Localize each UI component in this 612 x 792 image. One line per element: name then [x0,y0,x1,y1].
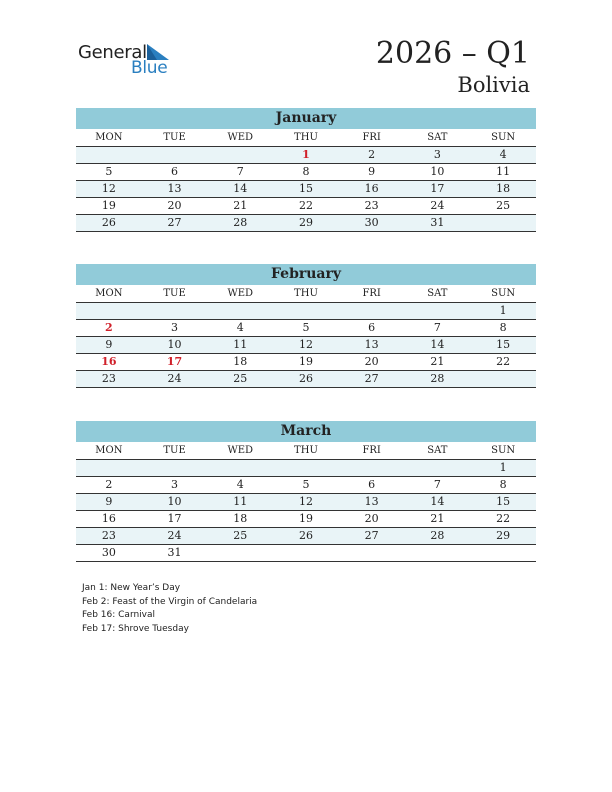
empty-day-cell [273,303,339,320]
day-cell: 10 [142,337,208,354]
day-cell: 26 [76,215,142,232]
day-cell: 22 [470,511,536,528]
empty-day-cell [76,460,142,477]
day-cell: 19 [76,198,142,215]
day-cell: 19 [273,511,339,528]
day-cell: 23 [339,198,405,215]
day-cell: 20 [142,198,208,215]
day-cell: 3 [405,147,471,164]
weekday-header: MON [76,285,142,303]
weekday-header: THU [273,285,339,303]
empty-day-cell [142,147,208,164]
day-cell: 5 [273,477,339,494]
day-cell: 15 [470,337,536,354]
weekday-header: FRI [339,129,405,147]
week-row [76,371,536,388]
week-row [76,528,536,545]
day-cell: 26 [273,371,339,388]
logo-text-general: General [78,42,147,63]
week-row [76,337,536,354]
day-cell: 22 [273,198,339,215]
day-cell: 9 [339,164,405,181]
day-cell: 4 [207,477,273,494]
day-cell: 7 [405,477,471,494]
empty-day-cell [339,303,405,320]
weekday-header: THU [273,442,339,460]
empty-day-cell [76,147,142,164]
day-cell: 24 [405,198,471,215]
day-cell: 27 [339,371,405,388]
day-cell: 11 [470,164,536,181]
day-cell: 23 [76,371,142,388]
month-calendar-march [76,421,536,562]
week-row [76,494,536,511]
month-grid [76,442,536,562]
day-cell: 26 [273,528,339,545]
day-cell: 14 [207,181,273,198]
weekday-header: SAT [405,285,471,303]
weekday-header: THU [273,129,339,147]
day-cell: 16 [76,354,142,371]
empty-day-cell [470,371,536,388]
day-cell: 7 [405,320,471,337]
day-cell: 21 [405,511,471,528]
day-cell: 31 [405,215,471,232]
day-cell: 24 [142,371,208,388]
day-cell: 15 [470,494,536,511]
weekday-header: MON [76,129,142,147]
month-calendar-february [76,264,536,388]
day-cell: 2 [76,320,142,337]
day-cell: 25 [207,528,273,545]
day-cell: 24 [142,528,208,545]
day-cell: 31 [142,545,208,562]
week-row [76,511,536,528]
weekday-header: TUE [142,285,208,303]
day-cell: 27 [339,528,405,545]
weekday-header: SUN [470,129,536,147]
day-cell: 6 [339,320,405,337]
weekday-header: FRI [339,442,405,460]
weekday-header: WED [207,285,273,303]
day-cell: 18 [470,181,536,198]
week-row [76,320,536,337]
weekday-header: FRI [339,285,405,303]
day-cell: 12 [273,494,339,511]
empty-day-cell [207,545,273,562]
day-cell: 30 [339,215,405,232]
month-calendar-january [76,108,536,232]
week-row [76,303,536,320]
empty-day-cell [76,303,142,320]
day-cell: 1 [470,303,536,320]
day-cell: 29 [470,528,536,545]
day-cell: 16 [339,181,405,198]
empty-day-cell [405,303,471,320]
empty-day-cell [142,460,208,477]
day-cell: 3 [142,477,208,494]
week-row [76,181,536,198]
month-title: February [76,264,536,285]
week-row [76,354,536,371]
week-row [76,215,536,232]
day-cell: 28 [405,371,471,388]
empty-day-cell [273,460,339,477]
weekday-header: SAT [405,129,471,147]
empty-day-cell [207,303,273,320]
day-cell: 11 [207,337,273,354]
day-cell: 13 [339,494,405,511]
day-cell: 12 [273,337,339,354]
day-cell: 7 [207,164,273,181]
day-cell: 25 [470,198,536,215]
day-cell: 11 [207,494,273,511]
logo [78,40,178,80]
empty-day-cell [470,545,536,562]
day-cell: 6 [339,477,405,494]
logo-text-blue: Blue [131,58,168,78]
day-cell: 25 [207,371,273,388]
day-cell: 30 [76,545,142,562]
day-cell: 4 [207,320,273,337]
day-cell: 16 [76,511,142,528]
holiday-notes [82,582,257,636]
day-cell: 22 [470,354,536,371]
week-row [76,198,536,215]
day-cell: 9 [76,494,142,511]
day-cell: 14 [405,337,471,354]
day-cell: 28 [207,215,273,232]
day-cell: 18 [207,354,273,371]
weekday-header: WED [207,129,273,147]
week-row [76,460,536,477]
day-cell: 28 [405,528,471,545]
day-cell: 2 [339,147,405,164]
day-cell: 2 [76,477,142,494]
day-cell: 13 [339,337,405,354]
day-cell: 6 [142,164,208,181]
day-cell: 8 [273,164,339,181]
day-cell: 21 [405,354,471,371]
weekday-header: MON [76,442,142,460]
day-cell: 13 [142,181,208,198]
country-name: Bolivia [457,73,530,97]
day-cell: 29 [273,215,339,232]
page-title: 2026 – Q1 [375,36,530,71]
day-cell: 10 [142,494,208,511]
empty-day-cell [142,303,208,320]
week-row [76,147,536,164]
day-cell: 17 [142,511,208,528]
empty-day-cell [339,460,405,477]
day-cell: 15 [273,181,339,198]
day-cell: 27 [142,215,208,232]
weekday-header: WED [207,442,273,460]
day-cell: 5 [76,164,142,181]
day-cell: 18 [207,511,273,528]
day-cell: 1 [470,460,536,477]
day-cell: 5 [273,320,339,337]
month-title: March [76,421,536,442]
day-cell: 3 [142,320,208,337]
weekday-header: SAT [405,442,471,460]
week-row [76,545,536,562]
week-row [76,477,536,494]
weekday-header: TUE [142,129,208,147]
day-cell: 4 [470,147,536,164]
day-cell: 19 [273,354,339,371]
day-cell: 9 [76,337,142,354]
empty-day-cell [339,545,405,562]
holiday-note: Feb 17: Shrove Tuesday [82,623,189,634]
month-grid [76,285,536,388]
day-cell: 8 [470,477,536,494]
empty-day-cell [273,545,339,562]
day-cell: 21 [207,198,273,215]
weekday-header: SUN [470,442,536,460]
holiday-note: Jan 1: New Year’s Day [82,583,181,593]
day-cell: 14 [405,494,471,511]
week-row [76,164,536,181]
day-cell: 12 [76,181,142,198]
day-cell: 10 [405,164,471,181]
empty-day-cell [470,215,536,232]
day-cell: 23 [76,528,142,545]
day-cell: 17 [142,354,208,371]
day-cell: 20 [339,354,405,371]
holiday-note: Feb 2: Feast of the Virgin of Candelaria [82,596,258,607]
day-cell: 8 [470,320,536,337]
month-title: January [76,108,536,129]
day-cell: 17 [405,181,471,198]
weekday-header: SUN [470,285,536,303]
weekday-header: TUE [142,442,208,460]
month-grid [76,129,536,232]
empty-day-cell [405,545,471,562]
day-cell: 20 [339,511,405,528]
empty-day-cell [405,460,471,477]
empty-day-cell [207,147,273,164]
empty-day-cell [207,460,273,477]
holiday-note: Feb 16: Carnival [82,610,156,620]
day-cell: 1 [273,147,339,164]
